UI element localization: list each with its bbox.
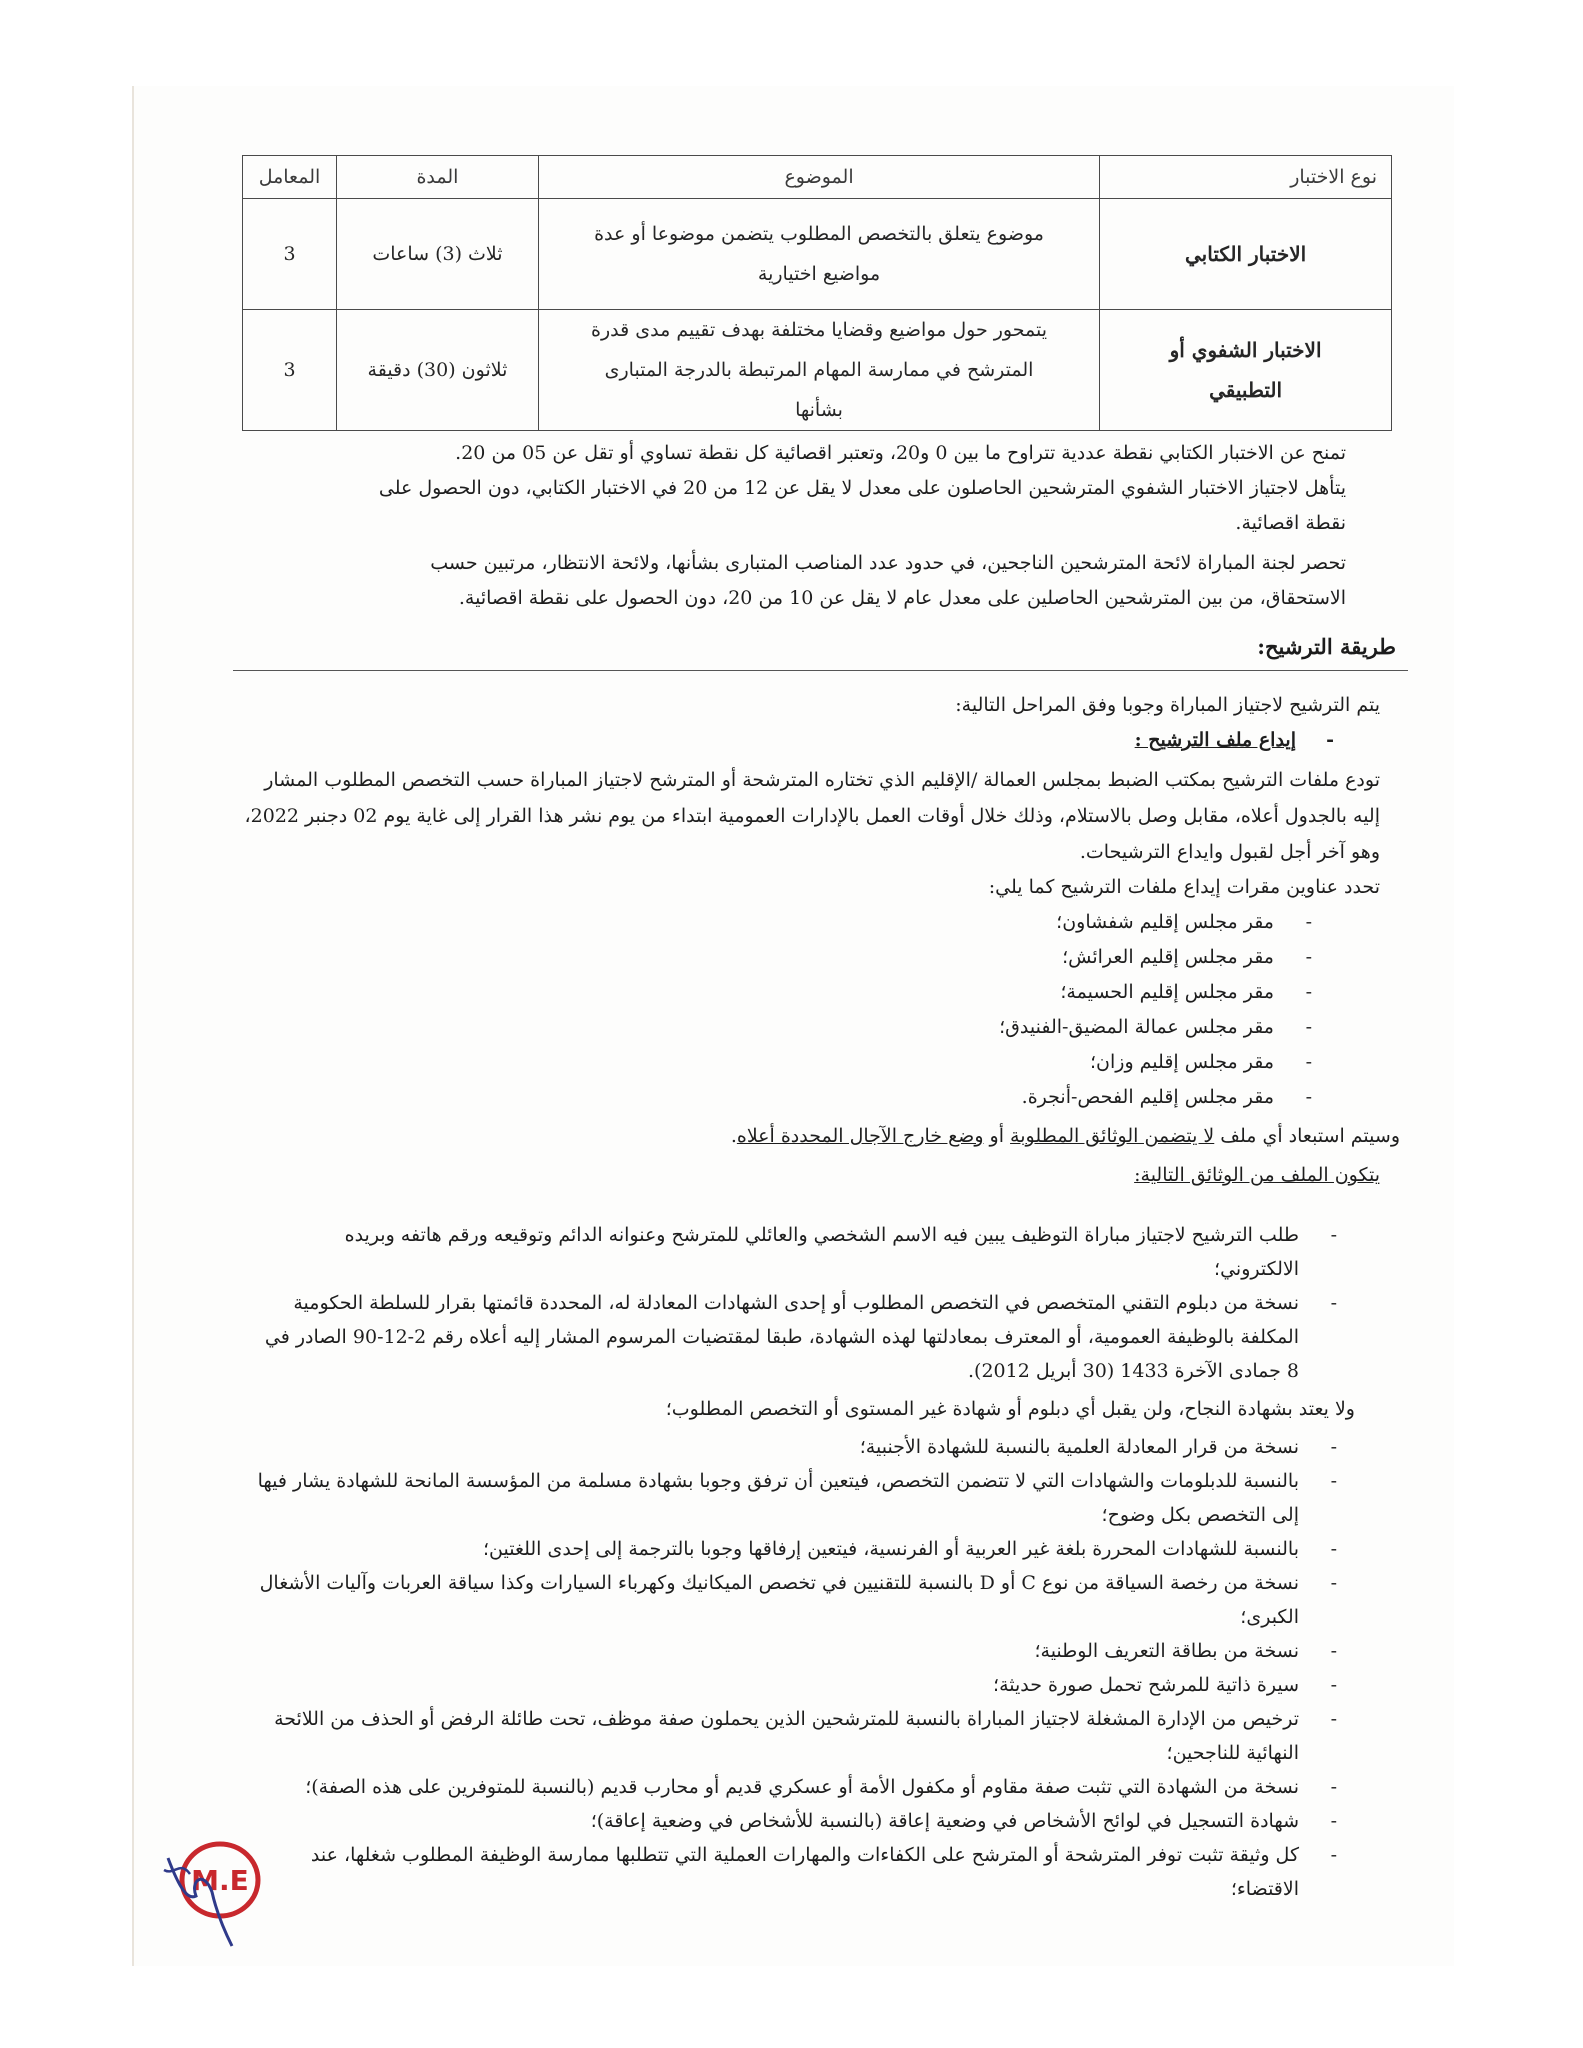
exclusion-note xyxy=(240,1119,1400,1154)
scoring-block xyxy=(340,436,1346,616)
document-item: - كل وثيقة تثبت توفر المترشحة أو المترشح على الكفاءات والمهارات العملية التي تتطلبها ممارسة الوظيفة المطلوب شغلها، عند الاقتضاء؛ xyxy=(255,1838,1345,1906)
address-item: - مقر مجلس إقليم الفحص-أنجرة. xyxy=(240,1080,1320,1115)
documents-list-a xyxy=(255,1218,1345,1388)
address-item: - مقر مجلس عمالة المضيق-الفنيدق؛ xyxy=(240,1010,1320,1045)
cell-duration: ثلاث (3) ساعات xyxy=(336,199,538,310)
document-item: - نسخة من دبلوم التقني المتخصص في التخصص المطلوب أو إحدى الشهادات المعادلة له، المحددة قائمتها بقرار للسلطة الحكومية المكلفة بالوظيفة العمومية، أو المعترف بمعادلتها لهذه الشهادة، طبقا لمقتضيات المرسوم المشار إليه أعلاه رقم 2-12-90 الصادر في 8 جمادى الآخرة 1433 (30 أبريل 2012). xyxy=(255,1286,1345,1388)
stamp-text: M.E xyxy=(191,1864,249,1897)
header-subject: الموضوع xyxy=(538,156,1099,199)
documents-section xyxy=(255,1218,1355,1906)
exam-table xyxy=(242,155,1392,431)
exclusion-late: وضع خارج الآجال المحددة أعلاه xyxy=(736,1125,984,1147)
table-header-row xyxy=(243,156,1392,199)
document-item: - سيرة ذاتية للمرشح تحمل صورة حديثة؛ xyxy=(255,1668,1345,1702)
address-item: - مقر مجلس إقليم الحسيمة؛ xyxy=(240,975,1320,1010)
address-item: - مقر مجلس إقليم وزان؛ xyxy=(240,1045,1320,1080)
header-type: نوع الاختبار xyxy=(1100,156,1392,199)
address-item: - مقر مجلس إقليم العرائش؛ xyxy=(240,940,1320,975)
candidacy-section xyxy=(240,688,1400,1193)
cell-type: الاختبار الكتابي xyxy=(1100,199,1392,310)
document-item: - بالنسبة للدبلومات والشهادات التي لا تتضمن التخصص، فيتعين أن ترفق وجوبا بشهادة مسلمة من المؤسسة المانحة للشهادة يشار فيها إلى التخصص بكل وضوح؛ xyxy=(255,1464,1345,1532)
header-coefficient: المعامل xyxy=(243,156,337,199)
candidacy-intro: يتم الترشيح لاجتياز المباراة وجوبا وفق المراحل التالية: xyxy=(955,694,1380,716)
document-item: - ترخيص من الإدارة المشغلة لاجتياز المباراة بالنسبة للمترشحين الذين يحملون صفة موظف، تحت طائلة الرفض أو الحذف من اللائحة النهائية للناجحين؛ xyxy=(255,1702,1345,1770)
document-item: - بالنسبة للشهادات المحررة بلغة غير العربية أو الفرنسية، فيتعين إرفاقها وجوبا بالترجمة إلى إحدى اللغتين؛ xyxy=(255,1532,1345,1566)
exclusion-text: أو xyxy=(983,1125,1011,1147)
signature-stroke xyxy=(164,1868,190,1874)
cell-type: الاختبار الشفوي أو التطبيقي xyxy=(1100,310,1392,431)
document-item: - شهادة التسجيل في لوائح الأشخاص في وضعية إعاقة (بالنسبة للأشخاص في وضعية إعاقة)؛ xyxy=(255,1804,1345,1838)
step-list xyxy=(240,723,1380,758)
document-item: - نسخة من قرار المعادلة العلمية بالنسبة للشهادة الأجنبية؛ xyxy=(255,1430,1345,1464)
stamp-signature xyxy=(160,1830,270,1950)
table-row xyxy=(243,310,1392,431)
exclusion-missing-docs: لا يتضمن الوثائق المطلوبة xyxy=(1010,1125,1215,1147)
cell-subject: يتمحور حول مواضيع وقضايا مختلفة بهدف تقييم مدى قدرة المترشح في ممارسة المهام المرتبطة بالدرجة المتبارى بشأنها xyxy=(538,310,1099,431)
document-item: - طلب الترشيح لاجتياز مباراة التوظيف يبين فيه الاسم الشخصي والعائلي للمترشح وعنوانه الدائم وتوقيعه ورقم هاتفه وبريده الالكتروني؛ xyxy=(255,1218,1345,1286)
exclusion-text: . xyxy=(730,1125,737,1147)
document-item: - نسخة من بطاقة التعريف الوطنية؛ xyxy=(255,1634,1345,1668)
documents-title: يتكون الملف من الوثائق التالية: xyxy=(1134,1164,1380,1186)
cell-subject: موضوع يتعلق بالتخصص المطلوب يتضمن موضوعا أو عدة مواضيع اختيارية xyxy=(538,199,1099,310)
addresses-list xyxy=(240,905,1380,1115)
deposit-paragraph: تودع ملفات الترشيح بمكتب الضبط بمجلس العمالة /الإقليم الذي تختاره المترشحة أو المترشح لاجتياز المباراة حسب التخصص المطلوب المشار إليه بالجدول أعلاه، مقابل وصل بالاستلام، وذلك خلال أوقات العمل بالإدارات العمومية ابتداء من يوم نشر هذا القرار إلى غاية يوم 02 دجنبر 2022، وهو آخر أجل لقبول وايداع الترشيحات. xyxy=(244,769,1380,863)
documents-list-b xyxy=(255,1430,1345,1906)
step-title: - إيداع ملف الترشيح : xyxy=(240,723,1342,758)
diploma-note: ولا يعتد بشهادة النجاح، ولن يقبل أي دبلوم أو شهادة غير المستوى أو التخصص المطلوب؛ xyxy=(665,1398,1355,1420)
scoring-paragraph: يتأهل لاجتياز الاختبار الشفوي المترشحين الحاصلون على معدل لا يقل عن 12 من 20 في الاختبار الكتابي، دون الحصول على نقطة اقصائية. xyxy=(378,477,1346,534)
header-duration: المدة xyxy=(336,156,538,199)
candidacy-title: طريقة الترشيح: xyxy=(1257,634,1396,659)
document-item: - نسخة من الشهادة التي تثبت صفة مقاوم أو مكفول الأمة أو عسكري قديم أو محارب قديم (بالنسبة للمتوفرين على هذه الصفة)؛ xyxy=(255,1770,1345,1804)
address-item: - مقر مجلس إقليم شفشاون؛ xyxy=(240,905,1320,940)
section-divider xyxy=(233,670,1408,671)
cell-duration: ثلاثون (30) دقيقة xyxy=(336,310,538,431)
scoring-paragraph: تحصر لجنة المباراة لائحة المترشحين الناجحين، في حدود عدد المناصب المتبارى بشأنها، ولائحة الانتظار، مرتبين حسب الاستحقاق، من بين المترشحين الحاصلين على معدل عام لا يقل عن 10 من 20، دون الحصول على نقطة اقصائية. xyxy=(430,552,1346,609)
addresses-intro: تحدد عناوين مقرات إيداع ملفات الترشيح كما يلي: xyxy=(988,876,1380,898)
document-item: - نسخة من رخصة السياقة من نوع C أو D بالنسبة للتقنيين في تخصص الميكانيك وكهرباء السيارات وكذا سياقة العربات وآليات الأشغال الكبرى؛ xyxy=(255,1566,1345,1634)
scoring-paragraph: تمنح عن الاختبار الكتابي نقطة عددية تتراوح ما بين 0 و20، وتعتبر اقصائية كل نقطة تساوي أو تقل عن 05 من 20. xyxy=(455,442,1346,464)
exclusion-text: وسيتم استبعاد أي ملف xyxy=(1214,1125,1400,1147)
table-row xyxy=(243,199,1392,310)
cell-coefficient: 3 xyxy=(243,199,337,310)
cell-coefficient: 3 xyxy=(243,310,337,431)
